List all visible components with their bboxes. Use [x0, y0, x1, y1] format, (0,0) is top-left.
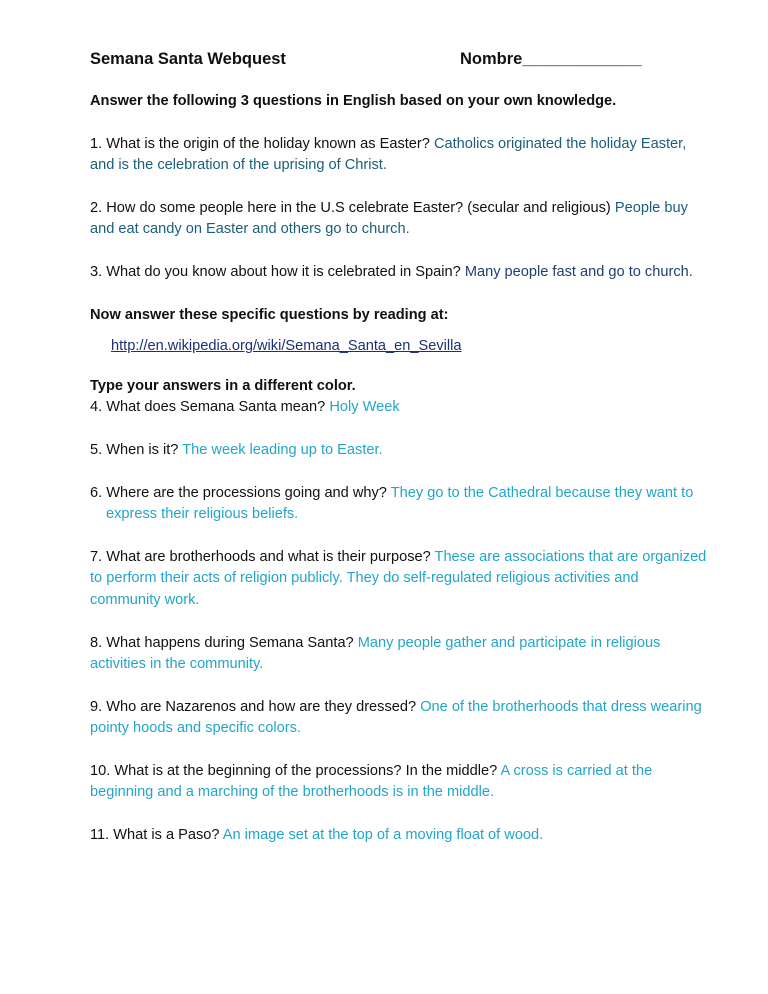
question-2-text: 2. How do some people here in the U.S celebrate Easter? (secular and religious) — [90, 200, 611, 216]
answer-6-text: They go to the Cathedral because they want to express their religious beliefs. — [106, 484, 694, 523]
answer-2-text: People buy and eat candy on Easter and others go to church. — [90, 200, 688, 238]
question-10-text: 10. What is at the beginning of the processions? In the middle? — [90, 763, 498, 780]
answer-10-text: A cross is carried at the beginning and a marching of the brotherhoods is in the middle. — [90, 763, 653, 801]
question-5-text: 5. When is it? — [90, 442, 179, 459]
question-1-text: 1. What is the origin of the holiday known as Easter? — [90, 135, 430, 152]
question-8-text: 8. What happens during Semana Santa? — [90, 634, 354, 651]
section1-instruction: Answer the following 3 questions in English based on your own knowledge. — [90, 93, 617, 109]
question-9 — [90, 697, 708, 740]
question-10 — [90, 761, 708, 804]
question-5 — [90, 440, 708, 461]
answer-3-text: Many people fast and go to church. — [464, 264, 693, 281]
question-8 — [90, 633, 708, 676]
question-2 — [90, 198, 708, 241]
answer-7-text: These are associations that are organized to perform their acts of religion publicly. They do self-regulated religious activities and community work. — [90, 549, 707, 608]
question-11 — [90, 825, 708, 846]
answer-9-text: One of the brotherhoods that dress wearing pointy hoods and specific colors. — [90, 698, 702, 737]
answer-1-text: Catholics originated the holiday Easter, and is the celebration of the uprising of Christ. — [90, 135, 687, 174]
question-9-text: 9. Who are Nazarenos and how are they dressed? — [90, 698, 417, 715]
document-title: Semana Santa Webquest — [90, 50, 286, 68]
question-1 — [90, 134, 708, 177]
answer-5-text: The week leading up to Easter. — [182, 442, 383, 459]
question-3 — [90, 262, 708, 283]
question-7-text: 7. What are brotherhoods and what is their purpose? — [90, 549, 431, 566]
question-6 — [90, 483, 708, 526]
reference-link-row — [90, 336, 708, 357]
section2-instruction: Now answer these specific questions by reading at: — [90, 307, 449, 323]
answer-4-text: Holy Week — [329, 399, 400, 416]
question-4-text: 4. What does Semana Santa mean? — [90, 399, 326, 416]
name-field-label: Nombre_____________ — [460, 50, 642, 68]
question-6-text: 6. Where are the processions going and why? — [90, 484, 387, 501]
answer-8-text: Many people gather and participate in religious activities in the community. — [90, 634, 661, 673]
question-7 — [90, 547, 708, 611]
question-11-text: 11. What is a Paso? — [90, 827, 220, 844]
title-row — [90, 47, 708, 71]
wikipedia-link[interactable]: http://en.wikipedia.org/wiki/Semana_Santa_en_Sevilla — [111, 338, 462, 355]
color-note: Type your answers in a different color. — [90, 377, 356, 394]
question-3-text: 3. What do you know about how it is celebrated in Spain? — [90, 264, 461, 281]
answer-11-text: An image set at the top of a moving float of wood. — [222, 827, 544, 844]
question-4 — [90, 397, 708, 418]
